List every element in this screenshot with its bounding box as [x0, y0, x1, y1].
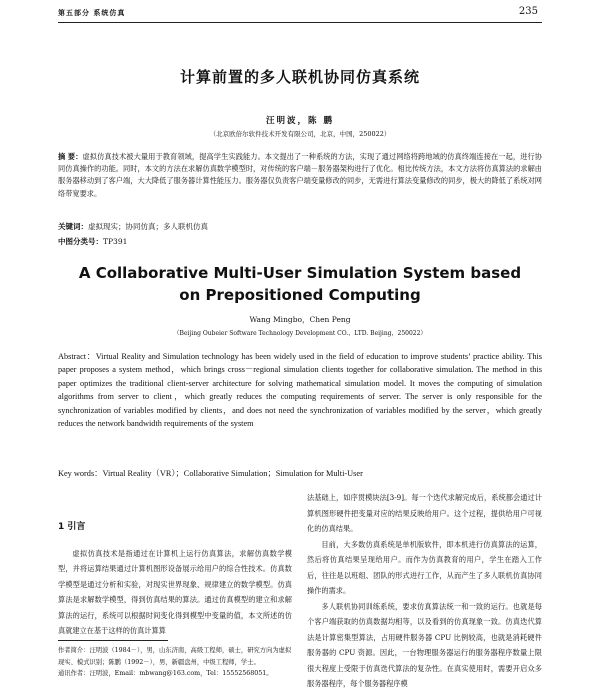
cn-abstract	[58, 151, 542, 200]
footnote-author-info: 作者简介：汪明波（1984－），男，山东济南，高级工程师，硕士，研究方向为虚拟现实、模式识别；陈鹏（1992－），男，新疆盘州，中级工程师，学士。	[58, 647, 292, 666]
running-title: 第五部分 系统仿真	[58, 8, 126, 17]
section-heading-introduction: 1 引言	[58, 522, 86, 532]
cn-keywords	[58, 221, 208, 232]
body-paragraph: 法基础上，如序贯模块法[3-9]。每一个迭代求解完成后，系统都会通过计算机图形硬件把变量对应的结果反映给用户。这个过程，提供给用户可视化的仿真结果。	[307, 493, 542, 533]
cn-clc	[58, 236, 127, 247]
cn-authors: 汪明波，陈 鹏	[266, 116, 334, 126]
en-keywords-label: Key words：	[58, 469, 103, 478]
en-title-line1: A Collaborative Multi-User Simulation System based	[78, 264, 522, 282]
en-title	[0, 262, 600, 306]
cn-keywords-text: 虚拟现实；协同仿真；多人联机仿真	[88, 222, 208, 231]
en-title-line2: on Prepositioned Computing	[179, 286, 421, 304]
footnote-rule	[58, 640, 168, 641]
en-affiliation: （Beijing Oubeier Software Technology Development CO.，LTD. Beijing，250022）	[173, 330, 427, 337]
cn-abstract-label: 摘 要：	[58, 152, 83, 161]
body-paragraph: 多人联机协同训练系统，要求仿真算法统一和一致的运行。也就是每个客户端获取的仿真数据均相等，以及看到的仿真现象一致。仿真迭代算法是计算密集型算法，占用硬件服务器 CPU 比例较高，也就是消耗硬件服务器的 CPU 资源。因此，一台物理服务器运行的服务器程序数量上限很大程度上受限于仿真迭代算法的复杂性。在真实使用时，需要开启众多服务器程序，每个服务器程序模	[307, 601, 542, 688]
body-right-column	[307, 490, 542, 692]
cn-title: 计算前置的多人联机协同仿真系统	[179, 68, 420, 86]
cn-keywords-label: 关键词：	[58, 222, 88, 231]
footnote	[58, 645, 292, 680]
page-number: 235	[518, 6, 538, 17]
body-paragraph: 目前，大多数仿真系统是单机版软件，即本机进行仿真算法的运算，然后将仿真结果呈现给用户。而作为仿真教育的用户，学生在踏入工作后，往往是以班组、团队的形式进行工作，从而产生了多人联机仿真协同操作的需求。	[307, 539, 542, 595]
cn-abstract-text: 虚拟仿真技术被大量用于教育领域，提高学生实践能力。本文提出了一种系统的方法，实现了通过网络将跨地域的仿真终端连接在一起，进行协同仿真操作的功能。同时，本文的方法在求解仿真数学模型时，对传统的客户端－服务器架构进行了优化。相比传统方法，本文方法将仿真算法的求解由服务器移动到了客户端，大大降低了服务器计算性能压力。服务器仅负责客户端变量修改的同步，无需进行算法变量修改的同步，极大的降低了系统对网络带宽要求。	[58, 152, 542, 198]
cn-clc-value: TP391	[103, 237, 128, 246]
cn-affiliation: （北京欧倍尔软件技术开发有限公司，北京，中国，250022）	[209, 130, 391, 138]
en-abstract	[58, 350, 542, 430]
cn-clc-label: 中图分类号：	[58, 237, 103, 246]
en-keywords-text: Virtual Reality（VR）；Collaborative Simulation；Simulation for Multi-User	[102, 469, 363, 478]
en-authors: Wang Mingbo，Chen Peng	[249, 315, 351, 324]
en-abstract-label: Abstract：	[58, 352, 96, 361]
header-rule	[58, 22, 542, 23]
body-paragraph: 虚拟仿真技术是指通过在计算机上运行仿真算法，求解仿真数学模型，并将运算结果通过计算机图形设备展示给用户的综合性技术。仿真数学模型是通过分析和实验，对现实世界现象、规律建立的数学模型。仿真算法是求解数学模型，得到仿真结果的算法。通过仿真模型的建立和求解算法的运行，系统可以根据时间变化得到模型中变量的值，本文所述的仿真就建立在基于这样的仿真计算算	[58, 548, 292, 635]
en-abstract-text: Virtual Reality and Simulation technology has been widely used in the field of education to improve students’ practice ability. This paper proposes a system method，which brings cross－regional simulation clients together for collaborative simulation. The method in this paper optimizes the traditional client-server architecture for solving mathematical simulation model. It moves the computing of simulation algorithms from server to client，which greatly reduces the computing requirements of server. The server is only responsible for the synchronization of variables modified by clients，and does not need the synchronization of variables modified by the server，which greatly reduces the network bandwidth requirements of the system	[58, 352, 542, 429]
body-left-column	[58, 520, 292, 639]
footnote-corresponding-author: 通讯作者：汪明波，Email：mbwang@163.com，Tel：15552568051。	[58, 670, 273, 677]
en-keywords	[58, 467, 363, 479]
